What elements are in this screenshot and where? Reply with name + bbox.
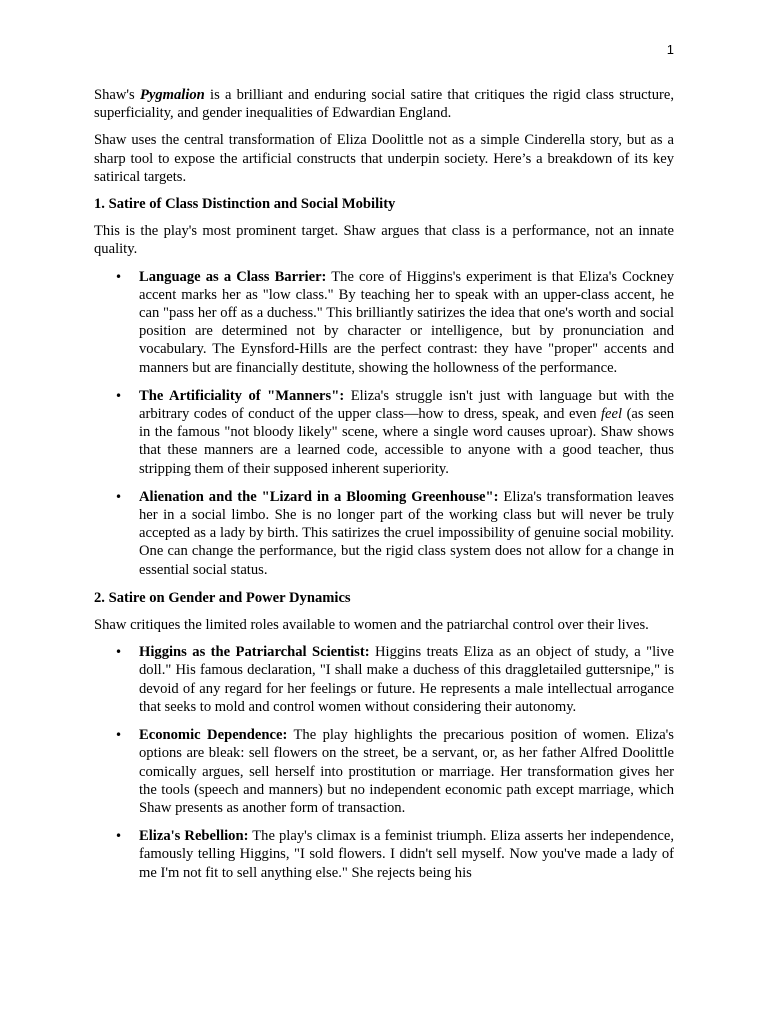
list-item-lead: Higgins as the Patriarchal Scientist: <box>139 644 370 661</box>
list-item <box>139 643 674 716</box>
page-number: 1 <box>666 42 674 57</box>
document-body <box>94 86 674 892</box>
list-item-lead: Economic Dependence: <box>139 727 288 744</box>
list-item <box>139 268 674 377</box>
list-item-text: The play's climax is a feminist triumph. Eliza asserts her independence, famously telling Higgins, "I sold flowers. I didn't sell myself. Now you've made a lady of me I'm not fit to sell anything else." She rejects being his <box>139 828 674 881</box>
intro-text: is a brilliant and enduring social satire that critiques the rigid class structure, superficiality, and gender inequalities of Edwardian England. <box>94 87 674 122</box>
list-item-text: (as seen in the famous "not bloody likely" scene, where a single word causes uproar). Shaw shows that these manners are a learned code, accessible to anyone with a good teacher, thus stripping them of their supposed inherent superiority. <box>139 406 675 477</box>
list-item <box>139 827 674 882</box>
list-item-lead: Language as a Class Barrier: <box>139 268 327 285</box>
intro-paragraph-2: Shaw uses the central transformation of Eliza Doolittle not as a simple Cinderella story, but as a sharp tool to expose the artificial constructs that underpin society. Here’s a breakdown of its key satirical targets. <box>94 132 674 185</box>
play-title: Pygmalion <box>139 87 205 103</box>
list-item-text: Higgins treats Eliza as an object of study, a "live doll." His famous declaration, "I shall make a duchess of this draggletailed guttersnipe," is devoid of any regard for her feelings or future. He represents a male intellectual arrogance that seeks to mold and control women without considering their autonomy. <box>139 644 674 715</box>
section-2-heading: 2. Satire on Gender and Power Dynamics <box>94 589 351 606</box>
list-item <box>139 488 674 579</box>
section-1-list <box>94 268 674 579</box>
section-2-list <box>94 643 674 881</box>
intro-text: Shaw's <box>94 87 140 103</box>
section-2-intro: Shaw critiques the limited roles available to women and the patriarchal control over their lives. <box>94 617 649 634</box>
list-item-text: Eliza's struggle isn't just with language but with the arbitrary codes of conduct of the upper class—how to dress, speak, and even <box>139 387 674 423</box>
list-item-lead: The Artificiality of "Manners": <box>139 387 345 404</box>
list-item-text: The core of Higgins's experiment is that Eliza's Cockney accent marks her as "low class." By teaching her to speak with an upper-class accent, he can "pass her off as a duchess." This brilliantly satirizes the idea that one's worth and social position are determined not by character or intelligence, but by pronunciation and vocabulary. The Eynsford-Hills are the perfect contrast: they have "proper" accents and manners but are financially destitute, showing the hollowness of the performance. <box>139 268 674 376</box>
list-item <box>139 387 674 478</box>
section-1-intro: This is the play's most prominent target. Shaw argues that class is a performance, not an innate quality. <box>94 223 674 258</box>
list-item-lead: Eliza's Rebellion: <box>139 828 249 845</box>
intro-paragraph-1 <box>94 86 674 122</box>
list-item-emphasis: feel <box>601 406 623 423</box>
list-item <box>139 726 674 817</box>
list-item-text: The play highlights the precarious position of women. Eliza's options are bleak: sell flowers on the street, be a servant, or, as her father Alfred Doolittle comically argues, sell herself into prostitution or marriage. Her transformation gives her the tools (speech and manners) but no independent economic path except marriage, which Shaw presents as another form of transaction. <box>139 727 674 816</box>
list-item-lead: Alienation and the "Lizard in a Blooming Greenhouse": <box>139 488 499 505</box>
list-item-text: Eliza's transformation leaves her in a social limbo. She is no longer part of the working class but will never be truly accepted as a lady by birth. This satirizes the cruel impossibility of genuine social mobility. One can change the performance, but the rigid class system does not allow for a change in essential social status. <box>139 488 674 578</box>
section-1-heading: 1. Satire of Class Distinction and Social Mobility <box>94 196 396 213</box>
